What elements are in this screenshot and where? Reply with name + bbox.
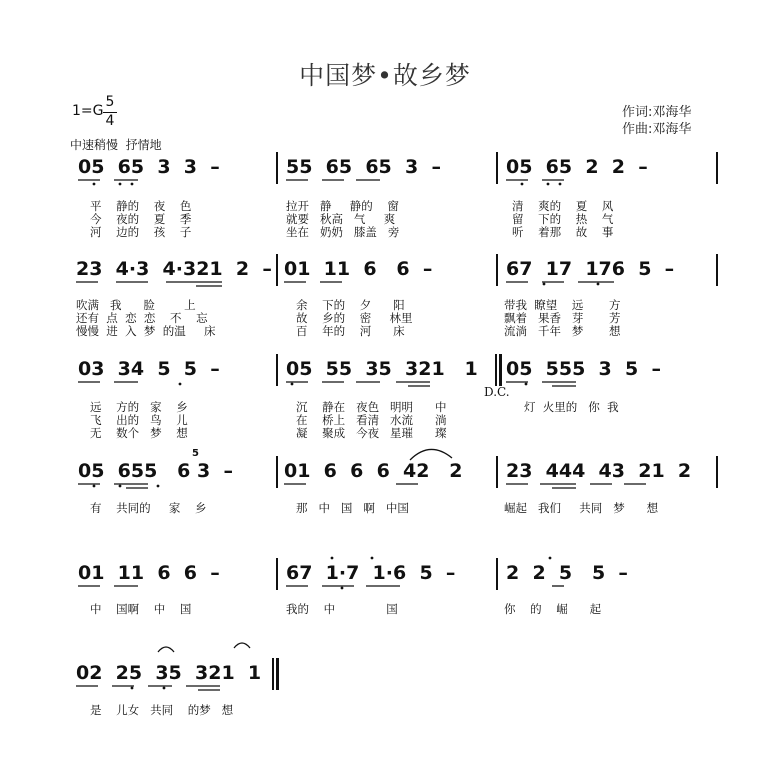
barline [716, 456, 718, 488]
barline [496, 456, 498, 488]
barline [496, 152, 498, 184]
lyric-5-2: 我的 中 国 [286, 602, 398, 616]
measure-6-1: 02 25 35 321 1 [76, 662, 262, 684]
barline [276, 354, 278, 386]
time-signature-top: 5 [105, 94, 115, 110]
key-signature: 1=G [72, 103, 104, 119]
lyric-4-3: 崛起 我们 共同 梦 想 [504, 501, 659, 515]
lyric-2-2-v1: 余 下的 夕 阳 [296, 298, 405, 312]
measure-4-3: 23 444 43 21 2 [506, 460, 692, 482]
measure-2-3: 67 17 176 5 – [506, 258, 675, 280]
lyric-4-1: 有 共同的 家 乡 [90, 501, 207, 515]
barline [716, 152, 718, 184]
lyric-1-1-v3: 河 边的 孩 子 [90, 225, 192, 239]
barline [496, 558, 498, 590]
measure-3-2: 05 55 35 321 1 [286, 358, 478, 380]
final-barline-thick [276, 658, 279, 690]
lyric-3-3-v1: 灯 火里的 你 我 [524, 400, 619, 414]
lyric-1-3-v2: 留 下的 热 气 [512, 212, 614, 226]
lyric-2-3-v2: 飘着 果香 芽 芳 [504, 311, 621, 325]
lyric-1-2-v2: 就要 秋高 气 爽 [286, 212, 396, 226]
lyric-2-3-v3: 流淌 千年 梦 想 [504, 324, 621, 338]
measure-1-2: 55 65 65 3 – [286, 156, 441, 178]
barline [276, 558, 278, 590]
lyric-1-1-v2: 今 夜的 夏 季 [90, 212, 192, 226]
lyric-1-3-v3: 听 着那 故 事 [512, 225, 614, 239]
measure-3-1: 03 34 5 5 – [78, 358, 220, 380]
lyric-3-2-v3: 凝 聚成 今夜 星璀 璨 [296, 426, 447, 440]
repeat-barline-thin [495, 354, 497, 386]
time-signature-bottom: 4 [105, 113, 115, 129]
barline [496, 254, 498, 286]
lyric-6-1: 是 儿女 共同 的梦 想 [90, 703, 234, 717]
lyric-4-2: 那 中 国 啊 中国 [296, 501, 409, 515]
barline [276, 254, 278, 286]
repeat-barline-thick [499, 354, 502, 386]
dc-marking: D.C. [484, 385, 510, 399]
measure-5-1: 01 11 6 6 – [78, 562, 220, 584]
measure-1-3: 05 65 2 2 – [506, 156, 648, 178]
barline [276, 152, 278, 184]
measure-2-2: 01 11 6 6 – [284, 258, 433, 280]
measure-5-2: 67 1·7 1·6 5 – [286, 562, 456, 584]
lyric-2-2-v2: 故 乡的 密 林里 [296, 311, 413, 325]
lyric-1-2-v1: 拉开 静 静的 窗 [286, 199, 399, 213]
lyric-2-1-v2: 还有 点 恋 恋 不 忘 [76, 311, 208, 325]
lyric-2-1-v3: 慢慢 进 入 梦 的温 床 [76, 324, 216, 338]
lyric-3-1-v2: 飞 出的 鸟 儿 [90, 413, 188, 427]
lyric-2-2-v3: 百 年的 河 床 [296, 324, 405, 338]
composer-credit: 作曲:邓海华 [622, 122, 692, 137]
lyric-3-1-v3: 无 数个 梦 想 [90, 426, 188, 440]
final-barline-thin [272, 658, 274, 690]
barline [276, 456, 278, 488]
lyric-3-2-v1: 沉 静在 夜色 明明 中 [296, 400, 447, 414]
measure-4-1: 05 655 6 3 – [78, 460, 233, 482]
lyric-5-1: 中 国啊 中 国 [90, 602, 192, 616]
measure-3-3: 05 555 3 5 – [506, 358, 661, 380]
lyric-1-3-v1: 清 爽的 夏 风 [512, 199, 614, 213]
lyricist-credit: 作词:邓海华 [622, 105, 692, 120]
lyric-1-2-v3: 坐在 奶奶 膝盖 旁 [286, 225, 400, 239]
lyric-1-1-v1: 平 静的 夜 色 [90, 199, 192, 213]
lyric-2-1-v1: 吹满 我 脸 上 [76, 298, 196, 312]
lyric-3-2-v2: 在 桥上 看清 水流 淌 [296, 413, 447, 427]
lyric-5-3: 你 的 崛 起 [504, 602, 602, 616]
barline [716, 254, 718, 286]
measure-2-1: 23 4·3 4·321 2 – [76, 258, 272, 280]
lyric-2-3-v1: 带我 瞭望 远 方 [504, 298, 621, 312]
grace-note: 5 [192, 448, 199, 459]
measure-5-3: 2 2 5 5 – [506, 562, 628, 584]
lyric-3-1-v1: 远 方的 家 乡 [90, 400, 188, 414]
measure-4-2: 01 6 6 6 42 2 [284, 460, 463, 482]
tempo-marking: 中速稍慢 抒情地 [70, 138, 162, 152]
song-title: 中国梦•故乡梦 [299, 61, 471, 90]
measure-1-1: 05 65 3 3 – [78, 156, 220, 178]
